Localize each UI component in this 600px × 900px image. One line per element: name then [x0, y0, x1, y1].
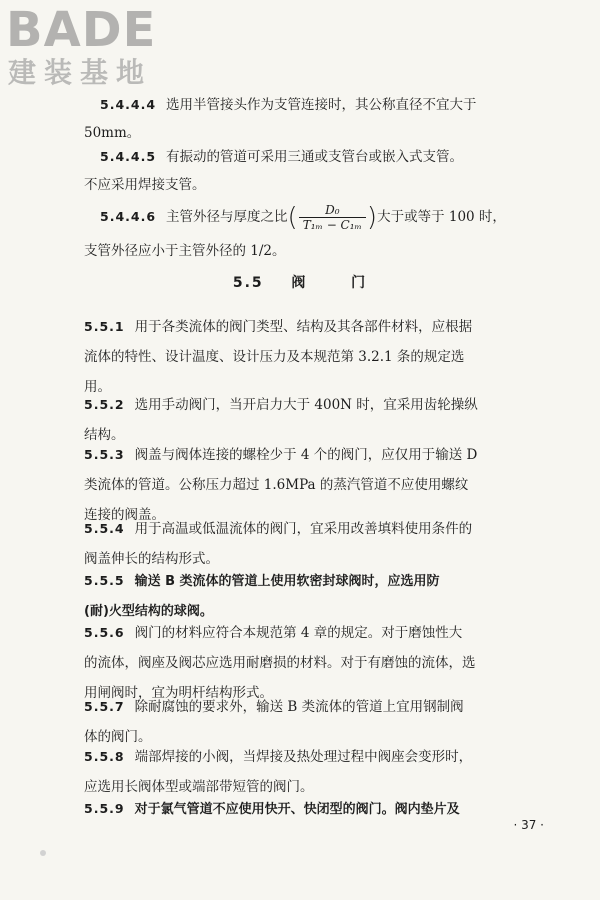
clause-number: 5.4.4.4 — [100, 97, 157, 112]
clause-text-pre: 主管外径与厚度之比 — [166, 209, 288, 225]
left-paren: ( — [287, 202, 298, 233]
logo-sub-text: 建装基地 — [8, 56, 153, 89]
clause-number: 5.4.4.5 — [100, 149, 157, 164]
clause-5-5-1 — [84, 312, 550, 402]
clause-text-cont: 50mm。 — [84, 125, 141, 141]
section-title-part-b: 门 — [351, 275, 368, 291]
clause-line: 流体的特性、设计温度、设计压力及本规范第 3.2.1 条的规定选 — [84, 349, 465, 365]
clause-text-post: 大于或等于 100 时， — [377, 209, 506, 225]
clause-line: 用。 — [84, 379, 111, 395]
clause-line: 阀盖伸长的结构形式。 — [84, 551, 219, 567]
clause-number: 5.5.4 — [84, 521, 125, 536]
right-paren: ) — [366, 202, 378, 233]
scan-mark — [40, 850, 46, 856]
clause-line: 阀门的材料应符合本规范第 4 章的规定。对于磨蚀性大 — [134, 625, 463, 641]
bade-logo — [6, 4, 176, 94]
logo-brand-text: BADE — [6, 2, 157, 58]
clause-number: 5.5.8 — [84, 749, 125, 764]
clause-line: 类流体的管道。公称压力超过 1.6MPa 的蒸汽管道不应使用螺纹 — [84, 477, 469, 493]
clause-text-cont: 不应采用焊接支管。 — [84, 177, 206, 193]
clause-line: 端部焊接的小阀，当焊接及热处理过程中阀座会变形时， — [134, 749, 473, 765]
clause-5-5-9 — [84, 794, 550, 825]
section-number: 5.5 — [232, 275, 264, 291]
clause-line: 的流体，阀座及阀芯应选用耐磨损的材料。对于有磨蚀的流体，选 — [84, 655, 476, 671]
clause-5-4-4-6 — [100, 200, 560, 235]
clause-5-4-4-4 — [100, 90, 550, 120]
clause-number: 5.5.9 — [84, 801, 125, 816]
clause-number: 5.5.1 — [84, 319, 125, 334]
clause-line: 对于氯气管道不应使用快开、快闭型的阀门。阀内垫片及 — [134, 802, 460, 817]
clause-5-5-4 — [84, 514, 550, 574]
clause-text-cont: 支管外径应小于主管外径的 1/2。 — [84, 243, 286, 259]
page-number: · 37 · — [513, 818, 544, 832]
clause-5-5-8 — [84, 742, 550, 802]
clause-line: 阀盖与阀体连接的螺栓少于 4 个的阀门，应仅用于输送 D — [134, 447, 478, 463]
clause-number: 5.5.5 — [84, 573, 125, 588]
clause-number: 5.5.6 — [84, 625, 125, 640]
clause-text: 有振动的管道可采用三通或支管台或嵌入式支管。 — [166, 149, 464, 165]
clause-number: 5.5.3 — [84, 447, 125, 462]
section-title-part-a: 阀 — [291, 275, 308, 291]
clause-5-4-4-6-cont — [84, 236, 550, 266]
clause-line: 用于各类流体的阀门类型、结构及其各部件材料，应根据 — [134, 319, 473, 335]
clause-number: 5.5.7 — [84, 699, 125, 714]
clause-5-4-4-5-cont — [84, 170, 550, 200]
clause-line: (耐)火型结构的球阀。 — [84, 604, 213, 619]
clause-line: 结构。 — [84, 427, 125, 443]
thickness-ratio-fraction — [299, 203, 366, 232]
clause-line: 连接的阀盖。 — [84, 507, 165, 523]
clause-line: 用于高温或低温流体的阀门，宜采用改善填料使用条件的 — [134, 521, 473, 537]
clause-number: 5.5.2 — [84, 397, 125, 412]
clause-line: 应选用长阀体型或端部带短管的阀门。 — [84, 779, 314, 795]
clause-number: 5.4.4.6 — [100, 209, 157, 224]
clause-5-4-4-5 — [100, 142, 550, 172]
fraction-numerator: D₀ — [299, 203, 366, 218]
fraction-denominator: T₁ₘ − C₁ₘ — [302, 218, 362, 232]
clause-line: 除耐腐蚀的要求外，输送 B 类流体的管道上宜用钢制阀 — [134, 699, 464, 715]
clause-line: 选用手动阀门，当开启力大于 400N 时，宜采用齿轮操纵 — [134, 397, 478, 413]
clause-line: 用闸阀时，宜为明杆结构形式。 — [84, 685, 273, 701]
clause-line: 输送 B 类流体的管道上使用软密封球阀时，应选用防 — [134, 574, 440, 589]
clause-line: 体的阀门。 — [84, 729, 152, 745]
section-title — [0, 272, 600, 292]
clause-text: 选用半管接头作为支管连接时，其公称直径不宜大于 — [166, 97, 477, 113]
